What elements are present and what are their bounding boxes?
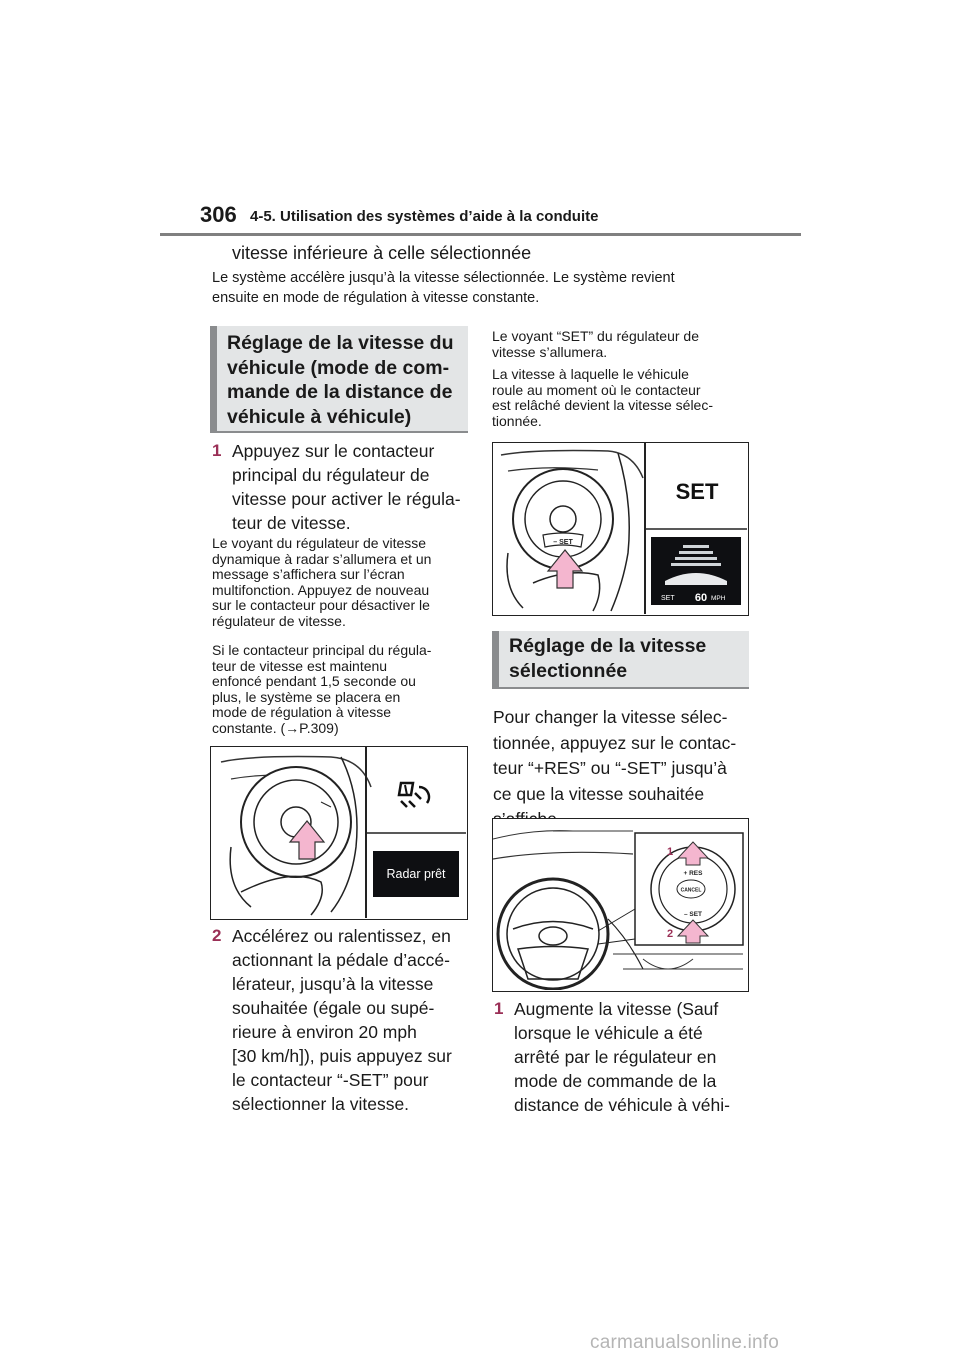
heading-line: sélectionnée	[509, 659, 628, 682]
item-line: Augmente la vitesse (Sauf	[514, 999, 719, 1019]
note-line: plus, le système se placera en	[212, 688, 401, 705]
callout-2: 2	[667, 928, 674, 940]
body-line: Pour changer la vitesse sélec-	[493, 707, 728, 727]
heading-line: Réglage de la vitesse	[509, 635, 707, 657]
step2-text	[232, 924, 482, 1116]
note-line: tionnée.	[492, 412, 542, 429]
watermark: carmanualsonline.info	[590, 1332, 780, 1353]
note-line-reference: constante. (→P.309)	[212, 719, 339, 736]
page-number: 306	[200, 202, 237, 227]
note-line: sur le contacteur pour désactiver le	[212, 597, 430, 613]
section2-heading	[492, 631, 749, 689]
display-speed-value: 60	[694, 592, 708, 604]
heading-line: mande de la distance de	[227, 381, 453, 403]
note-line: vitesse s’allumera.	[492, 343, 608, 360]
set-switch-illustration	[493, 443, 747, 614]
item1-number: 1	[494, 999, 504, 1018]
section1-heading	[210, 326, 468, 433]
note-line: régulateur de vitesse.	[212, 612, 346, 629]
intro-note	[212, 268, 772, 308]
step-line: lérateur, jusqu’à la vitesse	[232, 974, 434, 994]
note-line: Si le contacteur principal du régula-	[212, 642, 432, 658]
note-line: enfoncé pendant 1,5 seconde ou	[212, 673, 416, 689]
section2-body	[493, 705, 753, 833]
display-radar-ready-text: Radar prêt	[386, 867, 446, 881]
step-line: actionnant la pédale d’accé-	[232, 950, 450, 970]
heading-line: Réglage de la vitesse du	[227, 332, 454, 354]
note-line: teur de vitesse est maintenu	[212, 657, 388, 674]
figure-res-set-switch	[492, 818, 749, 992]
set-speed-note	[492, 367, 752, 429]
display-speed-unit: MPH	[711, 595, 726, 602]
item-line: mode de commande de la	[514, 1071, 717, 1091]
note-line: La vitesse à laquelle le véhicule	[492, 366, 689, 382]
note-line: message s’affichera sur l’écran	[212, 566, 405, 582]
item-line: distance de véhicule à véhi-	[514, 1095, 730, 1115]
step2-number: 2	[212, 926, 222, 945]
step-line: vitesse pour activer le régula-	[232, 489, 461, 509]
arrow-symbol: →	[285, 719, 300, 736]
heading-line: véhicule à véhicule)	[227, 405, 412, 428]
step-line: teur de vitesse.	[232, 513, 351, 533]
note-line: est relâché devient la vitesse sélec-	[492, 397, 713, 413]
note-line: roule au moment où le contacteur	[492, 381, 701, 398]
continued-text: vitesse inférieure à celle sélectionnée	[232, 243, 532, 263]
step1-text	[232, 439, 482, 535]
intro-note-line: Le système accélère jusqu’à la vitesse sélectionnée. Le système revient	[212, 270, 675, 286]
cancel-switch-label: CANCEL	[680, 887, 702, 894]
body-line: tionnée, appuyez sur le contac-	[493, 732, 737, 753]
step-line: rieure à environ 20 mph	[232, 1022, 417, 1042]
step1-note1	[212, 536, 472, 629]
minus-set-switch-label: – SET	[553, 539, 573, 546]
step-line: [30 km/h]), puis appuyez sur	[232, 1046, 452, 1066]
display-set-label: SET	[661, 595, 675, 602]
set-switch-label: – SET	[683, 911, 703, 918]
step-line: le contacteur “-SET” pour	[232, 1070, 429, 1090]
note-line: mode de régulation à vitesse	[212, 704, 391, 720]
set-light-note	[492, 329, 752, 360]
callout-1: 1	[667, 846, 674, 858]
figure-main-switch	[210, 746, 468, 920]
intro-note-line: ensuite en mode de régulation à vitesse constante.	[212, 290, 540, 306]
step1-number: 1	[212, 441, 222, 460]
res-switch-label: + RES	[683, 870, 703, 877]
heading-line: véhicule (mode de com-	[227, 356, 450, 379]
note-line: Le voyant du régulateur de vitesse	[212, 535, 427, 551]
figure-set-switch	[492, 442, 749, 616]
note-line: Le voyant “SET” du régulateur de	[492, 328, 700, 344]
step-line: Appuyez sur le contacteur	[232, 441, 435, 461]
header-rule	[160, 233, 801, 236]
step-line: principal du régulateur de	[232, 465, 430, 485]
item1-text	[514, 997, 759, 1117]
set-indicator-text: SET	[675, 479, 719, 504]
item-line: lorsque le véhicule a été	[514, 1023, 703, 1043]
page-reference-link[interactable]: P.309)	[299, 719, 339, 736]
step-line: souhaitée (égale ou supé-	[232, 998, 435, 1018]
step-line: Accélérez ou ralentissez, en	[232, 926, 451, 946]
steering-wheel-illustration	[493, 819, 747, 990]
note-line: dynamique à radar s’allumera et un	[212, 550, 432, 567]
note-line: multifonction. Appuyez de nouveau	[212, 581, 430, 598]
section-title: 4-5. Utilisation des systèmes d’aide à la conduite	[250, 208, 599, 225]
body-line: teur “+RES” ou “-SET” jusqu’à	[493, 758, 727, 778]
radar-cruise-icon	[399, 783, 429, 807]
item-line: arrêté par le régulateur en	[514, 1047, 717, 1067]
step-line: sélectionner la vitesse.	[232, 1094, 410, 1114]
body-line: ce que la vitesse souhaitée	[493, 783, 705, 804]
step1-note2	[212, 643, 472, 736]
steering-switch-illustration	[211, 747, 466, 918]
